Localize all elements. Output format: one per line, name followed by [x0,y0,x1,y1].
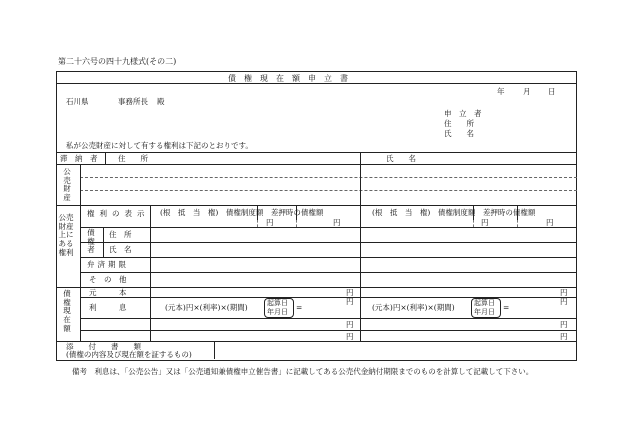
addressee-office: 石川県 [66,97,89,106]
creditor-name-label: 氏 名 [109,245,132,254]
public-sale-property-label: 公売財産 [63,167,71,202]
interest-formula-right: (元本)円×(利率)×(期間) [372,303,455,312]
rights-row-divider [80,257,577,258]
yen-unit: 円 [560,332,568,341]
rights-row-divider [80,242,577,243]
yen-unit: 円 [546,218,554,227]
yen-unit: 円 [266,218,274,227]
date-bracket-left [264,298,294,318]
property-dashed-line [80,190,577,191]
start-date-label: 起算日 [267,299,288,307]
taxpayer-divider [105,152,106,164]
interest-formula-left: (元本)円×(利率)×(期間) [165,303,248,312]
claim-row-divider [80,318,577,319]
yen-unit: 円 [346,320,354,329]
yen-unit: 円 [560,288,568,297]
left-column-header: (根 抵 当 権) 債権制度額 差押時の債権額 [160,208,324,217]
attached-docs-divider [214,341,215,359]
rights-section-label: 公売財産上にある権利 [58,213,74,257]
yen-unit: 円 [560,297,568,306]
date-year-label: 年 [497,87,505,96]
interest-label: 利 息 [89,303,127,312]
creditor-divider [103,227,104,257]
yen-unit: 円 [346,288,354,297]
rights-label-divider [150,205,151,287]
claim-row-divider [80,330,577,331]
date-bracket-right [471,298,501,318]
center-column-divider [360,152,361,341]
yen-unit: 円 [346,332,354,341]
rights-display-label: 権利の表示 [87,209,150,218]
creditor-address-label: 住 所 [109,230,132,239]
rights-section-bottom [56,287,577,288]
taxpayer-label: 滞 納 者 [60,154,98,163]
taxpayer-row-top [56,152,577,153]
claim-label-divider [150,287,151,341]
yen-unit: 円 [560,320,568,329]
end-date-label: 年月日 [474,308,495,316]
equals-sign: = [503,303,510,312]
end-date-label: 年月日 [267,308,288,316]
date-month-label: 月 [523,87,531,96]
property-dashed-line [80,177,577,178]
taxpayer-row-bottom [56,164,577,165]
start-date-label: 起算日 [474,299,495,307]
addressee-honorific: 殿 [157,97,165,106]
principal-label: 元 本 [89,288,127,297]
applicant-name-label: 氏 名 [444,129,474,138]
column-divider-dashed [517,220,518,227]
left-label-column-divider [80,164,81,341]
claim-row-divider [80,297,577,298]
equals-sign: = [296,303,303,312]
attached-docs-label: 添 付 書 類 [66,342,141,351]
yen-unit: 円 [481,218,489,227]
yen-unit: 円 [346,297,354,306]
rights-row-divider [80,227,577,228]
taxpayer-address-label: 住 所 [118,154,148,163]
statement-text: 私が公売財産に対して有する権利は下記のとおりです。 [66,141,253,150]
form-number: 第二十六号の四十九様式(その二) [58,57,177,66]
rights-row-divider [80,272,577,273]
form-title: 債 権 現 在 額 申 立 書 [228,74,348,83]
property-row-bottom [56,205,577,206]
creditor-label: 債権者 [87,228,95,255]
right-column-header: (根 抵 当 権) 債権制度額 差押時の債権額 [372,208,536,217]
remarks-note: 備考 利息は、「公売公告」又は「公売通知兼債権申立催告書」に記載してある公売代金納付期限までのものを計算して記載して下さい。 [72,367,534,376]
applicant-label: 申 立 者 [444,109,482,118]
claim-amount-label: 債権現在額 [63,289,71,333]
taxpayer-name-label: 氏 名 [386,154,416,163]
due-date-label: 弁済期限 [87,260,129,269]
column-divider-dashed [296,220,297,227]
column-divider-dashed [473,220,474,227]
attached-docs-note: (債権の内容及び現在額を証するもの) [66,350,192,359]
title-row-divider [56,83,577,84]
applicant-address-label: 住 所 [444,119,474,128]
date-day-label: 日 [548,87,556,96]
yen-unit: 円 [333,218,341,227]
column-divider-dashed [257,220,258,227]
addressee-role: 事務所長 [118,97,148,106]
other-label: そ の 他 [89,275,127,284]
